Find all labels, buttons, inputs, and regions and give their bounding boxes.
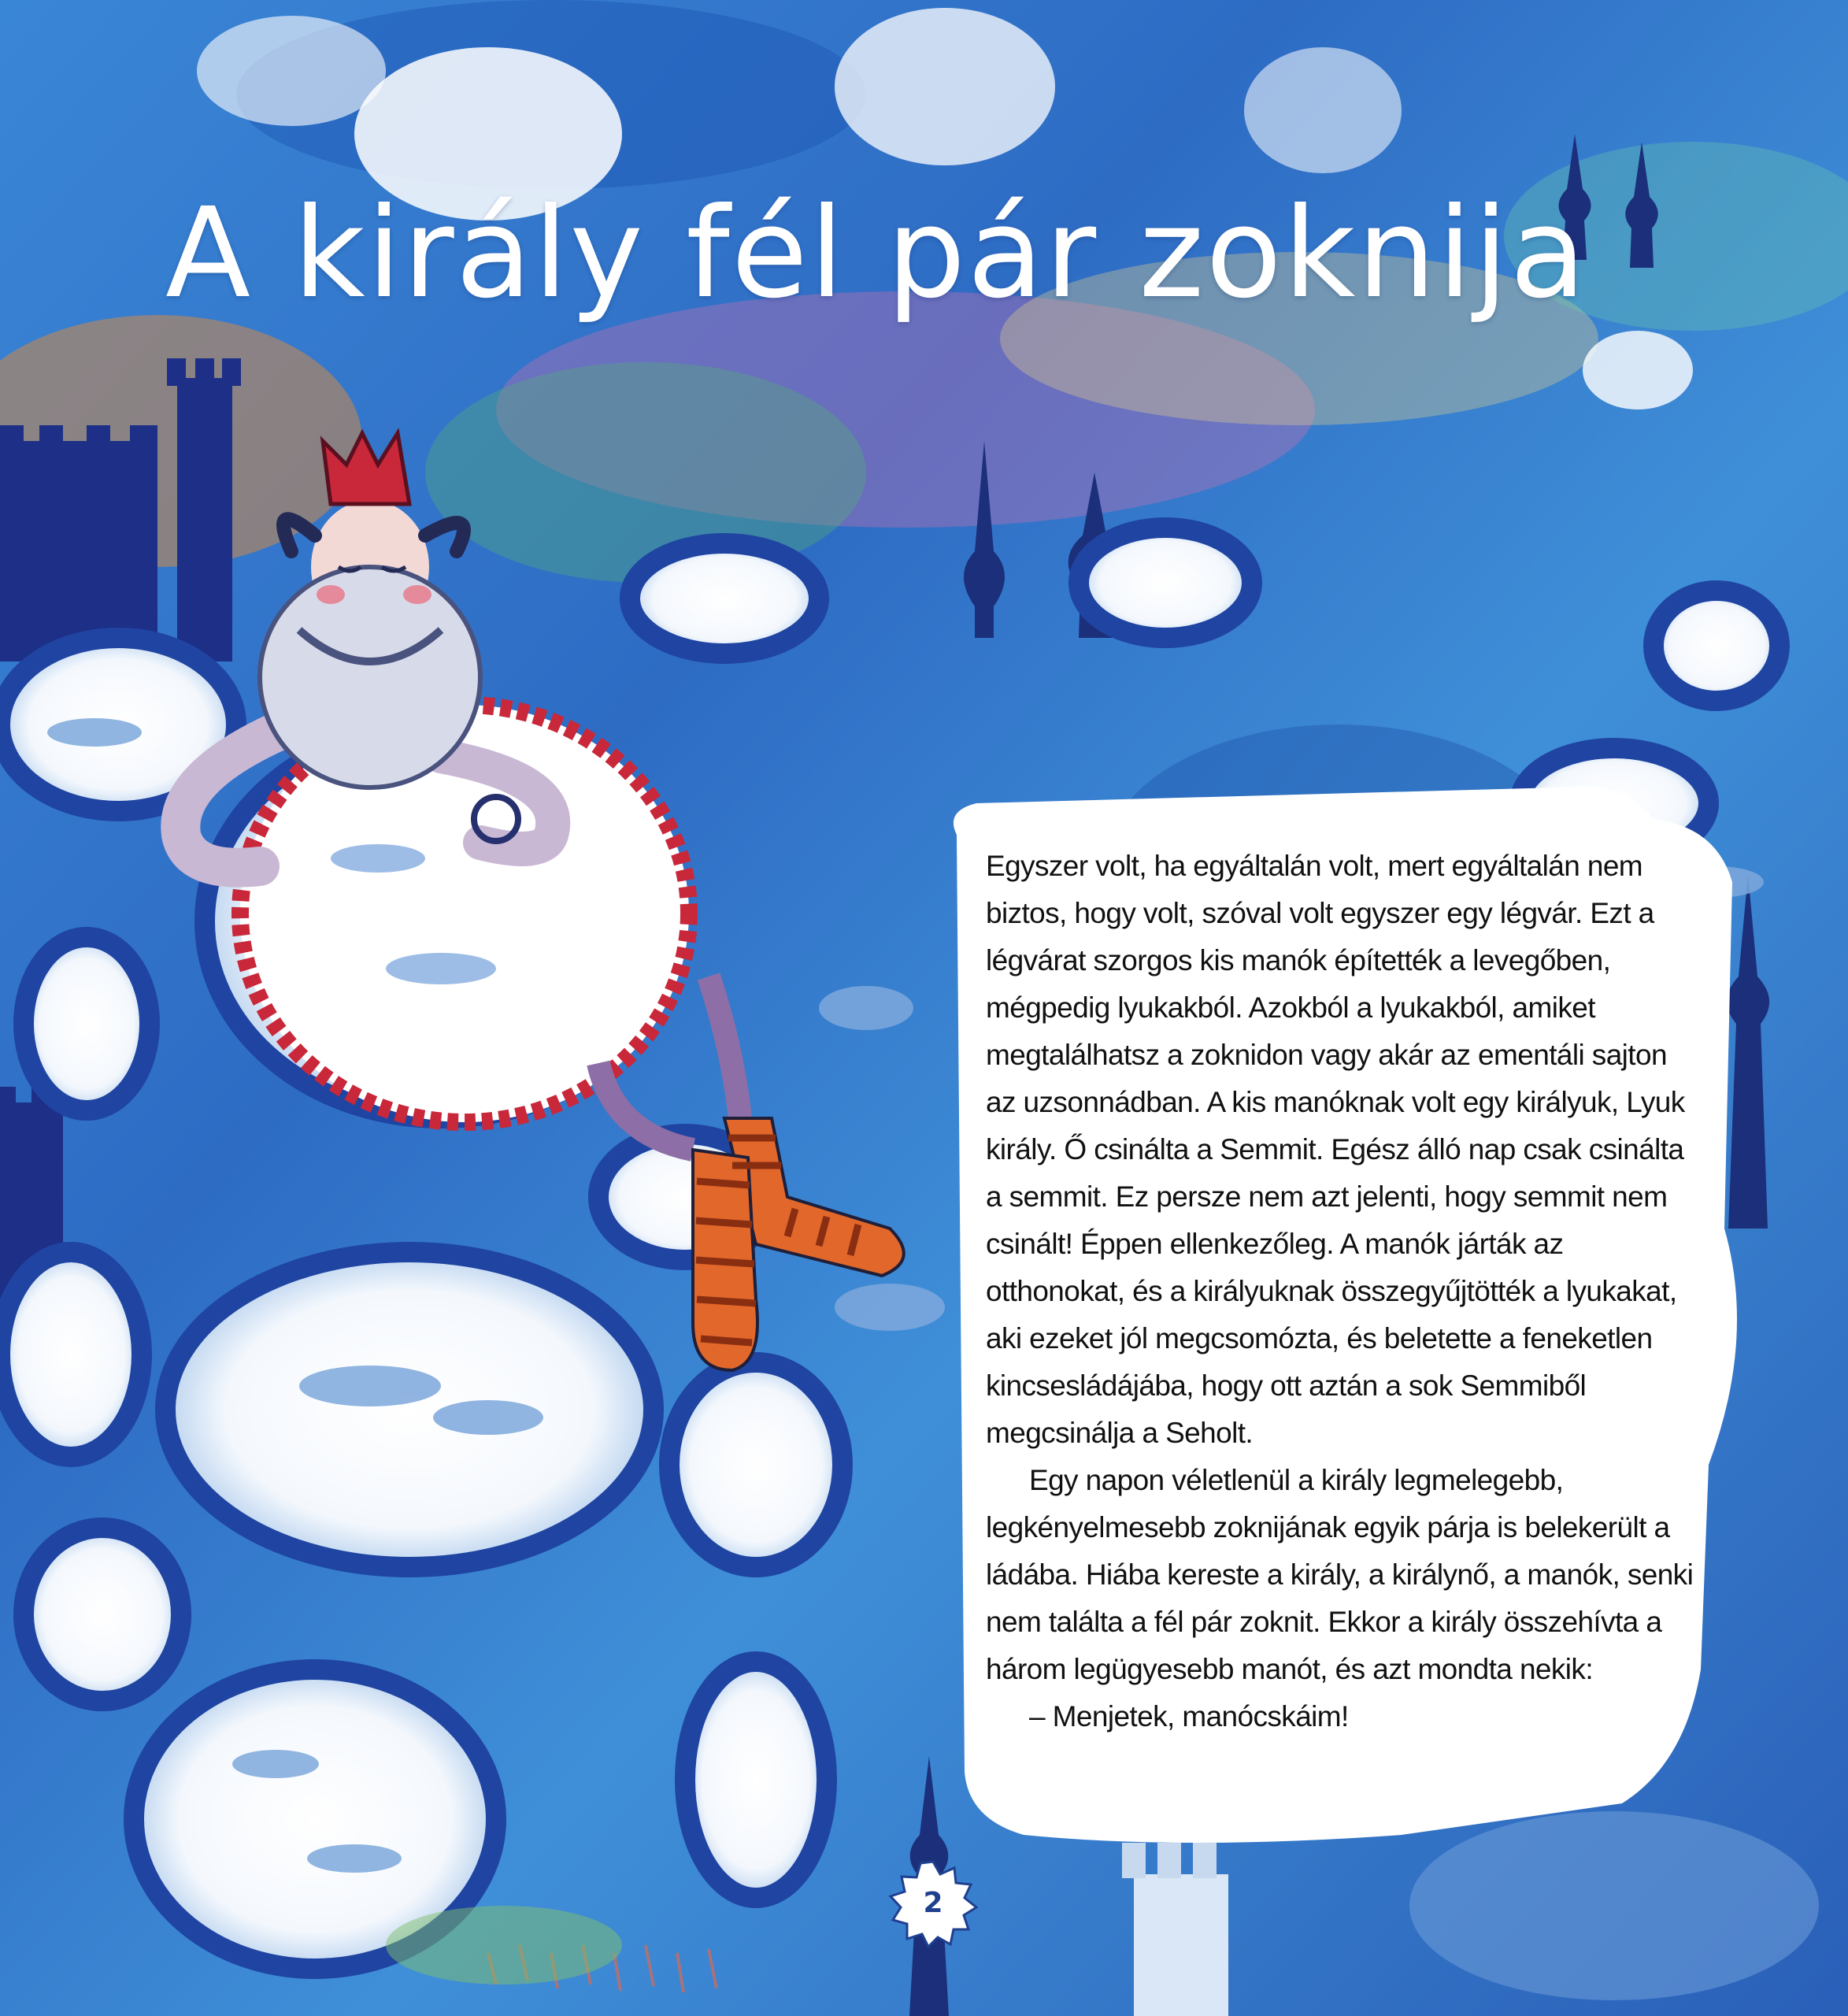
story-text	[986, 843, 1694, 1740]
story-paragraph: Egy napon véletlenül a király legmelegebb, legkényelmesebb zoknijának egyik párja is belekerült a ládába. Hiába kereste a király, a királynő, a manók, senki nem találta a fél pár zoknit. Ekkor a király összehívta a három legügyesebb manót, és azt mondta nekik:	[986, 1464, 1694, 1685]
story-paragraph: Egyszer volt, ha egyáltalán volt, mert egyáltalán nem biztos, hogy volt, szóval volt egyszer egy légvár. Ezt a légvárat szorgos kis manók építették a levegőben, mégpedig lyukakból. Azokból a lyukakból, amiket megtalálhatsz a zoknidon vagy akár az ementáli sajton az uzsonnádban. A kis manóknak volt egy királyuk, Lyuk király. Ő csinálta a Semmit. Egész álló nap csak csinálta a semmit. Ez persze nem azt jelenti, hogy semmit nem csinált! Éppen ellenkezőleg. A manók járták az otthonokat, és a királyuknak összegyűjtötték a lyukakat, aki ezeket jól megcsomózta, és beletette a feneketlen kincsesládájába, hogy ott aztán a sok Semmiből megcsinálja a Seholt.	[986, 850, 1685, 1449]
page-number: 2	[923, 1887, 943, 1919]
story-paragraph: – Menjetek, manócskáim!	[1029, 1700, 1349, 1732]
page-title: A király fél pár zoknija	[165, 181, 1588, 326]
